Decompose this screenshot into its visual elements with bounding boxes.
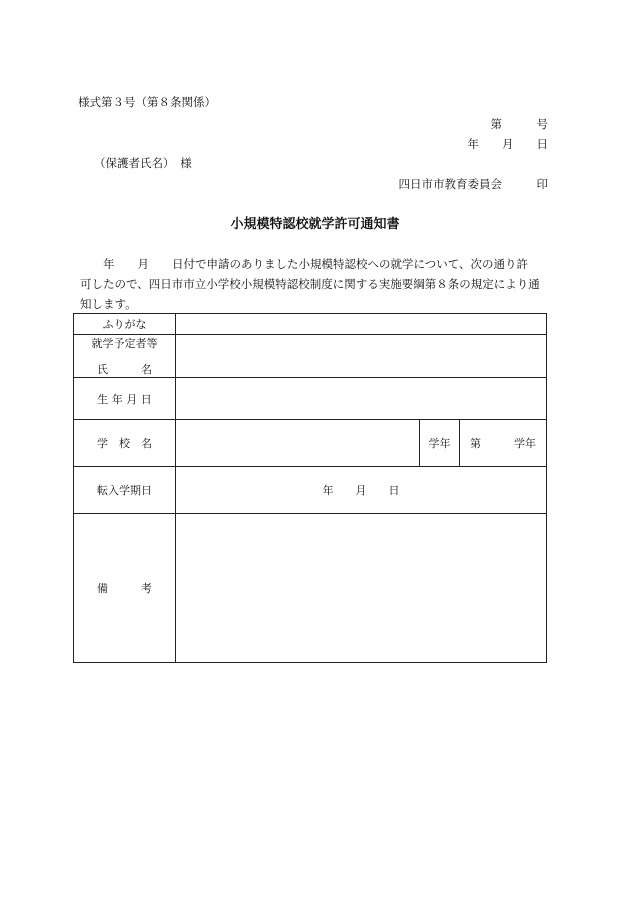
- transfer-date-field[interactable]: 年 月 日: [176, 467, 547, 514]
- student-name-label-2: 氏 名: [97, 363, 152, 376]
- school-label: 学 校 名: [74, 420, 176, 467]
- form-table: [73, 313, 547, 663]
- school-row: [74, 420, 547, 467]
- student-name-label-cell: [74, 335, 176, 378]
- transfer-date-label: 転入学期日: [74, 467, 176, 514]
- grade-suffix: 学年: [420, 420, 460, 467]
- body-text-line-3: 知します。: [80, 297, 137, 311]
- birthdate-label: 生 年 月 日: [74, 378, 176, 420]
- birthdate-field[interactable]: [176, 378, 547, 420]
- student-name-row: [74, 335, 547, 378]
- student-name-label-1: 就学予定者等: [91, 337, 158, 350]
- addressee: （保護者氏名） 様: [94, 156, 192, 170]
- transfer-date-row: [74, 467, 547, 514]
- birthdate-row: [74, 378, 547, 420]
- body-text-line-1: 年 月 日付で申請のありました小規模特認校への就学について、次の通り許: [80, 257, 529, 271]
- remarks-row: [74, 514, 547, 663]
- document-title: 小規模特認校就学許可通知書: [230, 217, 400, 232]
- remarks-label: 備 考: [74, 514, 176, 663]
- student-name-field[interactable]: [176, 335, 547, 378]
- issue-date: 年 月 日: [467, 137, 548, 151]
- school-name-field[interactable]: [176, 420, 420, 467]
- grade-field[interactable]: 第 学年: [460, 420, 547, 467]
- furigana-row: [74, 314, 547, 335]
- document-number: 第 号: [490, 117, 548, 131]
- issuer-seal: 四日市市教育委員会 印: [398, 177, 548, 191]
- form-label: 様式第３号（第８条関係）: [78, 95, 216, 109]
- body-text-line-2: 可したので、四日市市立小学校小規模特認校制度に関する実施要綱第８条の規定により通: [80, 277, 540, 291]
- furigana-label: ふりがな: [74, 314, 176, 335]
- furigana-field[interactable]: [176, 314, 547, 335]
- remarks-field[interactable]: [176, 514, 547, 663]
